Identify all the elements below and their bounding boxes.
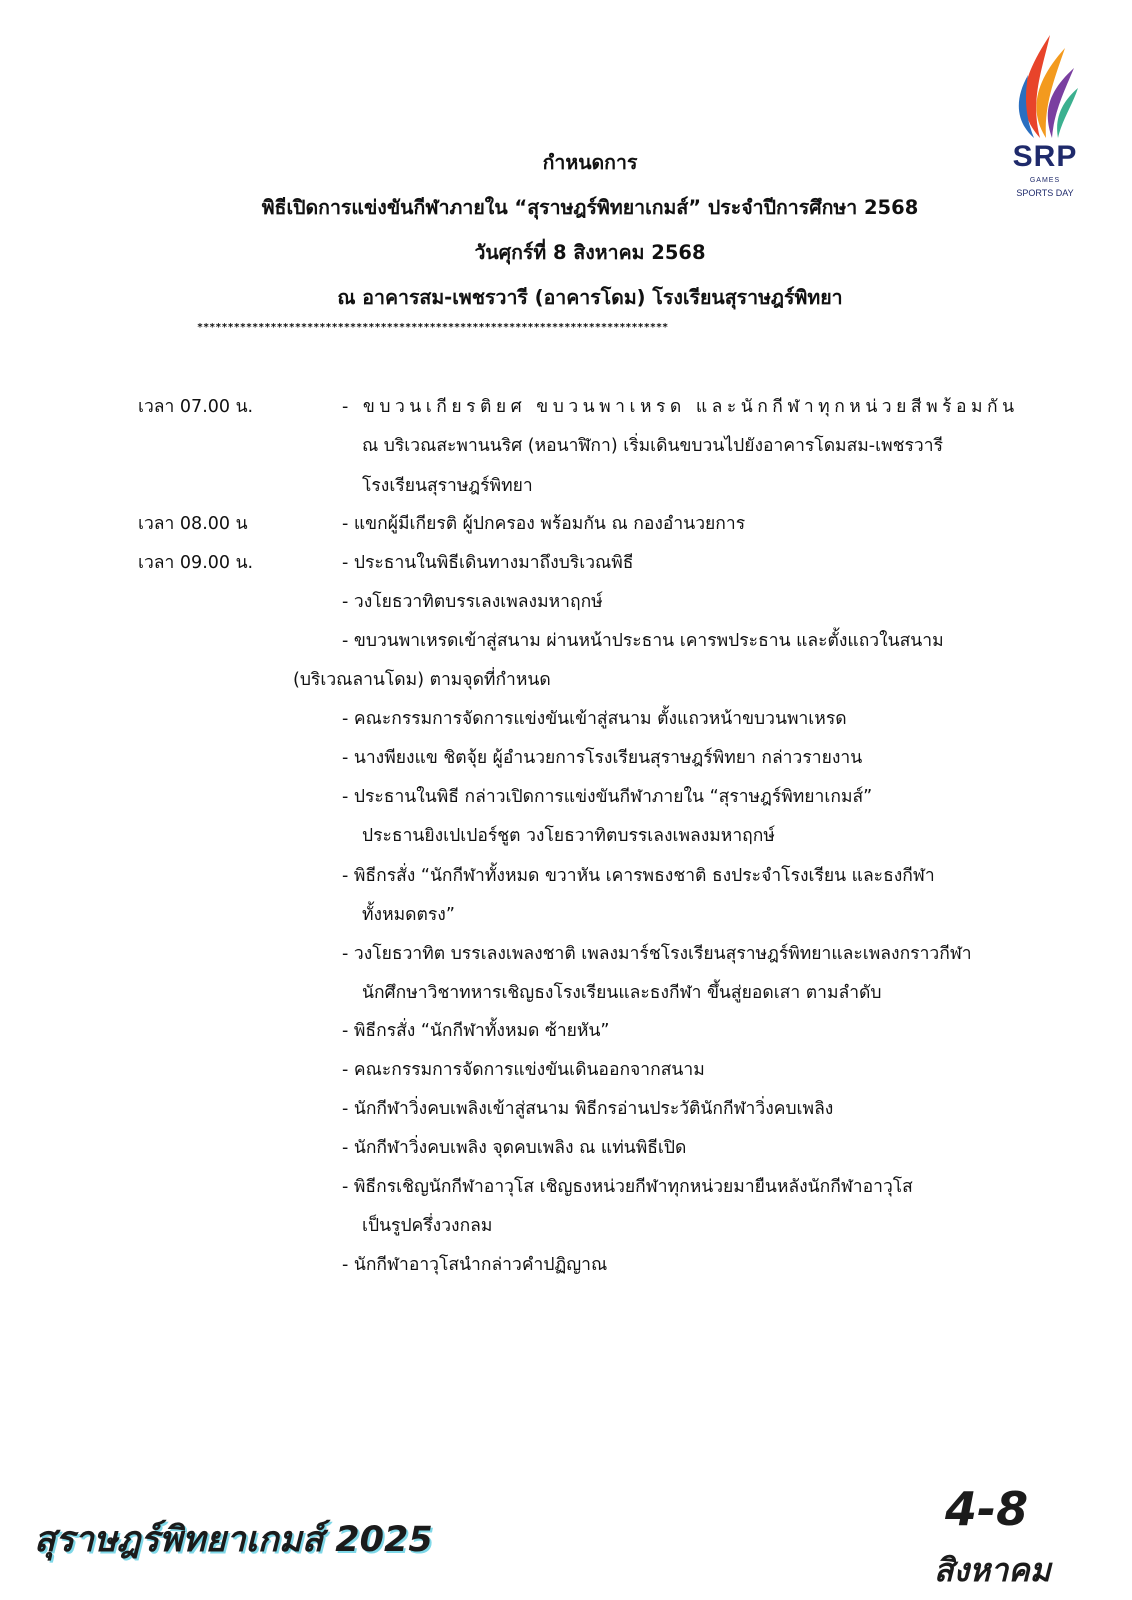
schedule-item: - คณะกรรมการจัดการแข่งขันเข้าสู่สนาม ตั้งแถวหน้าขบวนพาเหรด <box>342 709 847 729</box>
divider: ***************************************************************************** <box>197 322 669 333</box>
schedule-item: - นางพียงแข ชิตจุ้ย ผู้อำนวยการโรงเรียนสุราษฎร์พิทยา กล่าวรายงาน <box>342 748 863 768</box>
logo-subtitle-sports: SPORTS DAY <box>1016 188 1074 198</box>
schedule-item: - วงโยธวาทิต บรรเลงเพลงชาติ เพลงมาร์ชโรงเรียนสุราษฎร์พิทยาและเพลงกราวกีฬา <box>342 944 972 964</box>
schedule-item: - แขกผู้มีเกียรติ ผู้ปกครอง พร้อมกัน ณ กองอำนวยการ <box>342 514 746 534</box>
schedule-item: - พิธีกรสั่ง “นักกีฬาทั้งหมด ซ้ายหัน” <box>342 1021 610 1041</box>
footer-date: 4-8 <box>945 1482 1029 1536</box>
schedule-item: (บริเวณลานโดม) ตามจุดที่กำหนด <box>293 670 551 690</box>
event-title: พิธีเปิดการแข่งขันกีฬาภายใน “สุราษฎร์พิทยาเกมส์” ประจำปีการศึกษา 2568 <box>261 196 919 219</box>
event-date: วันศุกร์ที่ 8 สิงหาคม 2568 <box>474 241 706 264</box>
schedule-item: - ขบวนเกียรติยศ ขบวนพาเหรด และนักกีฬาทุกหน่วยสีพร้อมกัน <box>342 397 1019 417</box>
flame-icon <box>1010 30 1080 140</box>
schedule-item: นักศึกษาวิชาทหารเชิญธงโรงเรียนและธงกีฬา ขึ้นสู่ยอดเสา ตามลำดับ <box>362 983 882 1003</box>
logo-text: SRP <box>1012 140 1078 173</box>
logo-subtitle-games: GAMES <box>1029 177 1061 184</box>
schedule-item: - ประธานในพิธี กล่าวเปิดการแข่งขันกีฬาภายใน “สุราษฎร์พิทยาเกมส์” <box>342 787 873 807</box>
schedule-item: - ขบวนพาเหรดเข้าสู่สนาม ผ่านหน้าประธาน เคารพประธาน และตั้งแถวในสนาม <box>342 631 944 651</box>
schedule-item: ณ บริเวณสะพานนริศ (หอนาฬิกา) เริ่มเดินขบวนไปยังอาคารโดมสม-เพชรวารี <box>362 436 943 456</box>
schedule-item: - วงโยธวาทิตบรรเลงเพลงมหาฤกษ์ <box>342 592 603 612</box>
footer-month: สิงหาคม <box>934 1551 1051 1589</box>
page-title: กำหนดการ <box>542 151 638 174</box>
schedule-item: เป็นรูปครึ่งวงกลม <box>362 1216 493 1236</box>
schedule-item: ทั้งหมดตรง” <box>362 905 455 925</box>
time-label: เวลา 08.00 น <box>138 514 248 534</box>
schedule-item: - ประธานในพิธีเดินทางมาถึงบริเวณพิธี <box>342 553 634 573</box>
schedule-item: โรงเรียนสุราษฎร์พิทยา <box>362 476 533 496</box>
time-label: เวลา 07.00 น. <box>138 397 254 417</box>
schedule-item: - พิธีกรเชิญนักกีฬาอาวุโส เชิญธงหน่วยกีฬาทุกหน่วยมายืนหลังนักกีฬาอาวุโส <box>342 1177 913 1197</box>
schedule-item: - คณะกรรมการจัดการแข่งขันเดินออกจากสนาม <box>342 1060 705 1080</box>
footer-event-name: สุราษฎร์พิทยาเกมส์ 2025 <box>34 1520 433 1560</box>
schedule-item: - นักกีฬาวิ่งคบเพลิงเข้าสู่สนาม พิธีกรอ่านประวัตินักกีฬาวิ่งคบเพลิง <box>342 1099 834 1119</box>
schedule-item: - นักกีฬาวิ่งคบเพลิง จุดคบเพลิง ณ แท่นพิธีเปิด <box>342 1138 687 1158</box>
time-label: เวลา 09.00 น. <box>138 553 254 573</box>
schedule-item: - พิธีกรสั่ง “นักกีฬาทั้งหมด ขวาหัน เคารพธงชาติ ธงประจำโรงเรียน และธงกีฬา <box>342 866 935 886</box>
event-venue: ณ อาคารสม-เพชรวารี (อาคารโดม) โรงเรียนสุราษฎร์พิทยา <box>337 286 843 309</box>
schedule-item: - นักกีฬาอาวุโสนำกล่าวคำปฏิญาณ <box>342 1255 608 1275</box>
schedule-item: ประธานยิงเปเปอร์ชูต วงโยธวาทิตบรรเลงเพลงมหาฤกษ์ <box>362 826 775 846</box>
document-header <box>0 140 1132 320</box>
